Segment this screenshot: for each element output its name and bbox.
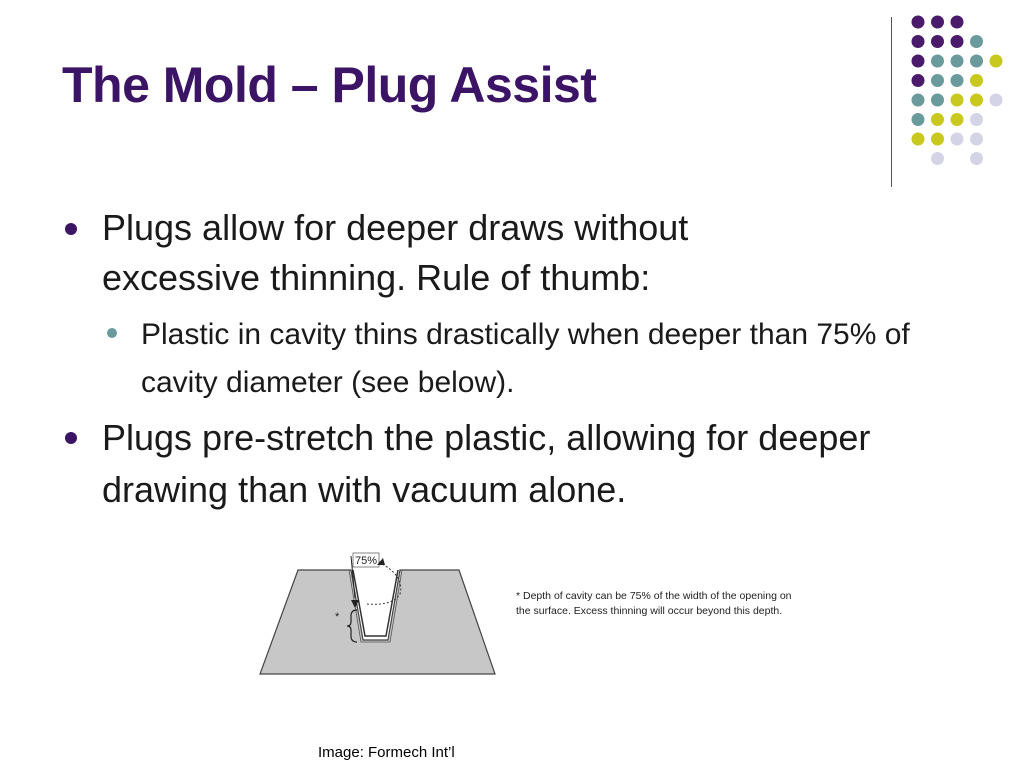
decorative-dot: [912, 133, 925, 146]
decorative-dot: [970, 113, 983, 126]
decorative-dot: [970, 94, 983, 107]
decorative-dot: [912, 74, 925, 87]
asterisk-label: *: [335, 611, 340, 623]
mold-cavity-diagram: [255, 548, 505, 683]
decorative-dot: [970, 55, 983, 68]
decorative-dot: [951, 35, 964, 48]
decorative-dot: [951, 113, 964, 126]
decorative-dot: [951, 74, 964, 87]
bullet-item-1: [102, 203, 842, 303]
page-title: The Mold – Plug Assist: [62, 57, 597, 113]
decorative-dot: [970, 152, 983, 165]
decorative-dot: [931, 152, 944, 165]
figure-caption: * Depth of cavity can be 75% of the width of the opening on the surface. Excess thinning will occur beyond this depth.: [516, 590, 792, 617]
sub-bullet-item-1: [141, 311, 971, 407]
decorative-dot: [931, 113, 944, 126]
bullet-text: Plugs pre-stretch the plastic, allowing for deeper drawing than with vacuum alone.: [102, 417, 871, 510]
decorative-dot: [931, 35, 944, 48]
bullet-text: Plugs allow for deeper draws without excessive thinning. Rule of thumb:: [102, 207, 689, 298]
decorative-dot: [970, 133, 983, 146]
decorative-dot: [951, 55, 964, 68]
decorative-dot: [931, 133, 944, 146]
decorative-dot: [912, 55, 925, 68]
bullet-icon: [65, 223, 77, 235]
decorative-dot: [912, 94, 925, 107]
decorative-dot: [951, 94, 964, 107]
bullet-icon: [65, 432, 77, 444]
decorative-dot: [931, 74, 944, 87]
decorative-dot: [912, 16, 925, 29]
decorative-dot: [912, 35, 925, 48]
percent-label: 75%: [354, 555, 378, 567]
decorative-dot: [990, 94, 1003, 107]
mold-body-shape: [260, 570, 495, 674]
decorative-dot: [951, 133, 964, 146]
decorative-dot: [970, 35, 983, 48]
decorative-dot: [931, 16, 944, 29]
bullet-item-2: [102, 412, 902, 516]
decorative-dot: [912, 113, 925, 126]
decorative-dot-grid: [0, 0, 1024, 200]
sub-bullet-icon: [107, 328, 117, 338]
sub-bullet-text: Plastic in cavity thins drastically when deeper than 75% of cavity diameter (see below).: [141, 318, 910, 399]
decorative-dot: [931, 94, 944, 107]
decorative-dot: [990, 55, 1003, 68]
decorative-dot: [931, 55, 944, 68]
decorative-dot: [951, 16, 964, 29]
decorative-dot: [970, 74, 983, 87]
image-credit: Image: Formech Int’l: [318, 744, 455, 761]
